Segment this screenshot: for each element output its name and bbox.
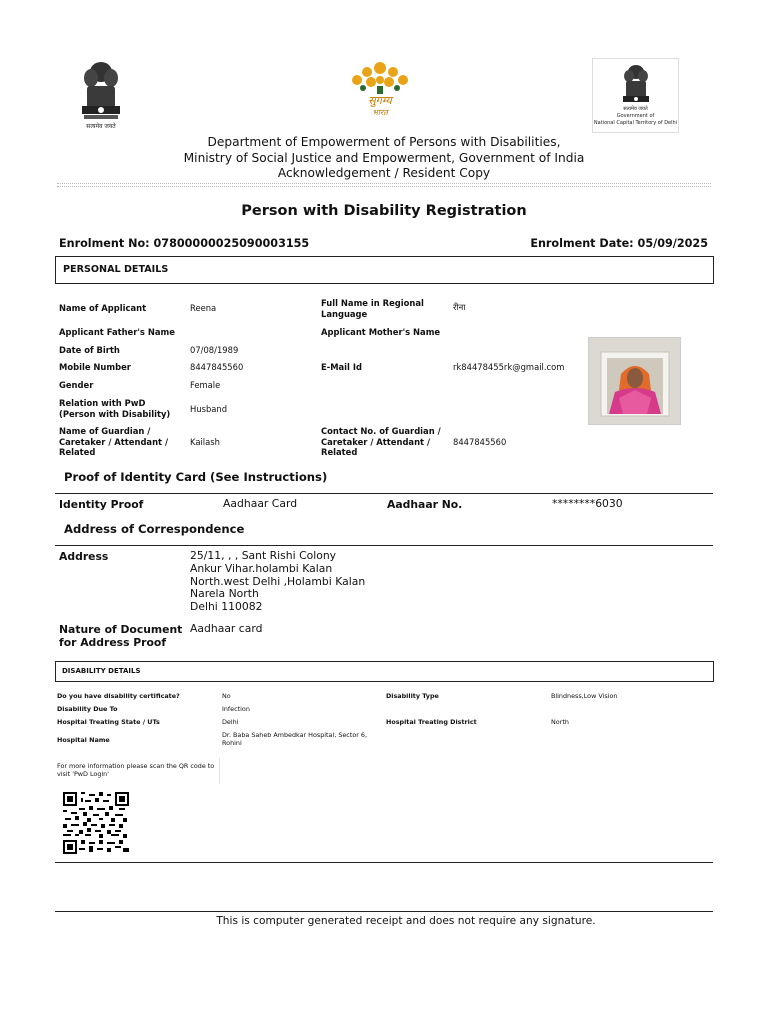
- aadhaar-value: ********6030: [552, 497, 623, 510]
- person-photo-icon: [589, 338, 681, 425]
- guardian-contact-value: 8447845560: [453, 437, 507, 447]
- name-value: Reena: [190, 303, 217, 313]
- personal-details-header: [55, 256, 714, 284]
- regional-name-value: रीना: [453, 302, 466, 312]
- right-emblem-caption-3: National Capital Territory of Delhi: [593, 120, 678, 126]
- email-value: rk84478455rk@gmail.com: [453, 362, 565, 372]
- relation-value: Husband: [190, 404, 228, 414]
- sugamya-bharat-logo-icon: [345, 58, 415, 120]
- divider: [55, 862, 713, 863]
- father-name-label: Applicant Father's Name: [59, 327, 175, 337]
- guardian-contact-label: Contact No. of Guardian / Caretaker / Attendant / Related: [321, 426, 441, 457]
- address-line: Narela North: [190, 587, 259, 601]
- delhi-government-emblem: [592, 58, 679, 133]
- address-heading: Address of Correspondence: [64, 522, 245, 536]
- gender-value: Female: [190, 380, 221, 390]
- disability-due-label: Disability Due To: [57, 705, 118, 713]
- qr-code[interactable]: [63, 792, 129, 854]
- hospital-district-label: Hospital Treating District: [386, 718, 477, 726]
- ashoka-emblem-small-icon: [593, 59, 680, 109]
- mobile-value: 8447845560: [190, 362, 244, 372]
- address-label: Address: [59, 550, 109, 563]
- disability-type-label: Disability Type: [386, 692, 439, 700]
- hospital-name-label: Hospital Name: [57, 736, 110, 744]
- disability-details-header: [55, 661, 714, 682]
- email-label: E-Mail Id: [321, 362, 362, 372]
- svg-text:भारत: भारत: [372, 108, 388, 117]
- enrolment-date: Enrolment Date: 05/09/2025: [530, 237, 708, 250]
- identity-heading: Proof of Identity Card (See Instructions): [64, 470, 328, 484]
- applicant-photo: [588, 337, 681, 425]
- ashoka-emblem-icon: [78, 58, 124, 122]
- mother-name-label: Applicant Mother's Name: [321, 327, 441, 337]
- regional-name-label: Full Name in Regional Language: [321, 298, 424, 319]
- qr-code-icon: [63, 792, 129, 854]
- section-title: DISABILITY DETAILS: [62, 667, 141, 675]
- address-line: 25/11, , , Sant Rishi Colony: [190, 549, 337, 562]
- mobile-label: Mobile Number: [59, 362, 131, 372]
- emblem-caption: सत्यमेव जयते: [86, 123, 116, 130]
- disability-type-value: Blindness,Low Vision: [551, 692, 618, 700]
- enrolment-number: Enrolment No: 07800000025090003155: [59, 237, 310, 250]
- address-proof-value: Aadhaar card: [190, 622, 263, 635]
- address-line: Delhi 110082: [190, 600, 263, 614]
- national-emblem-left: [78, 58, 124, 132]
- guardian-value: Kailash: [190, 437, 220, 447]
- divider: [55, 493, 713, 494]
- address-lines: [190, 550, 365, 614]
- footer-note: This is computer generated receipt and does not require any signature.: [216, 915, 596, 927]
- qr-note: For more information please scan the QR code to visit 'PwD Login': [57, 762, 215, 778]
- disability-due-value: Infection: [222, 705, 250, 713]
- dob-label: Date of Birth: [59, 345, 120, 355]
- identity-proof-value: Aadhaar Card: [223, 497, 298, 510]
- gender-label: Gender: [59, 380, 94, 390]
- svg-text:सुगम्य: सुगम्य: [368, 94, 392, 107]
- relation-label: Relation with PwD (Person with Disability): [59, 398, 171, 419]
- divider: [57, 183, 711, 184]
- dept-line-3: Acknowledgement / Resident Copy: [277, 166, 491, 180]
- dept-line-1: Department of Empowerment of Persons with Disabilities,: [207, 135, 561, 149]
- dept-line-2: Ministry of Social Justice and Empowerment, Government of India: [183, 151, 585, 165]
- address-line: North.west Delhi ,Holambi Kalan: [190, 574, 366, 588]
- hospital-state-label: Hospital Treating State / UTs: [57, 718, 160, 726]
- address-proof-label: Nature of Document for Address Proof: [59, 623, 183, 649]
- right-emblem-caption-2: Government of: [616, 113, 655, 119]
- name-label: Name of Applicant: [59, 303, 147, 313]
- page-title: Person with Disability Registration: [241, 203, 527, 219]
- aadhaar-label: Aadhaar No.: [387, 498, 463, 511]
- guardian-label: Name of Guardian / Caretaker / Attendant / Related: [59, 426, 169, 457]
- accessible-india-logo: [345, 58, 415, 120]
- divider: [55, 545, 713, 546]
- certificate-label: Do you have disability certificate?: [57, 692, 180, 700]
- address-line: Ankur Vihar.holambi Kalan: [190, 561, 333, 575]
- certificate-value: No: [222, 692, 231, 700]
- divider: [57, 186, 711, 187]
- dob-value: 07/08/1989: [190, 345, 239, 355]
- hospital-district-value: North: [551, 718, 569, 726]
- hospital-state-value: Delhi: [222, 718, 239, 726]
- hospital-name-value: Dr. Baba Saheb Ambedkar Hospital, Sector 6, Rohini: [222, 731, 367, 747]
- identity-proof-label: Identity Proof: [59, 498, 144, 511]
- section-title: PERSONAL DETAILS: [63, 264, 169, 275]
- divider: [55, 911, 713, 912]
- divider: [219, 758, 220, 784]
- right-emblem-caption-1: सत्यमेव जयते: [623, 106, 648, 112]
